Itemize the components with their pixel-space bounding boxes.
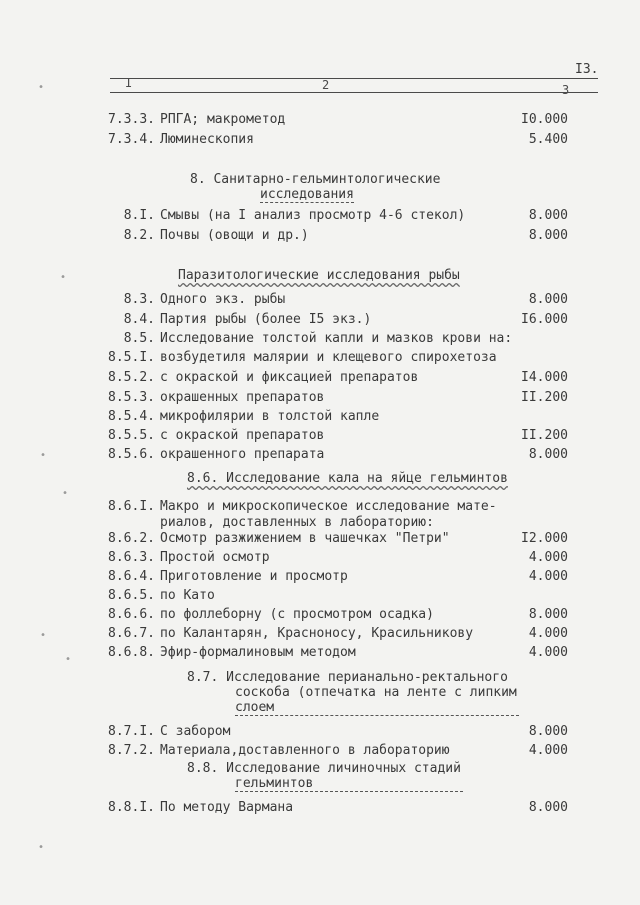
row-value: 8.000 [528,607,568,622]
row-number: 8.5.4. [108,409,155,424]
row-number: 8.6.7. [108,626,155,641]
row-text: Простой осмотр [160,550,270,565]
row-number: 8.5.5. [108,428,155,443]
row-number: 8.6.8. [108,645,155,660]
section-8-heading [190,172,440,202]
row-number: 7.3.3. [108,112,155,127]
row-text: Люминескопия [160,132,254,147]
table-row [0,607,640,627]
row-number: 8.7.2. [108,743,155,758]
row-value: 4.000 [528,743,568,758]
row-number: 8.6.3. [108,550,155,565]
row-text: РПГА; макрометод [160,112,286,127]
section-8-7-title-line1: 8.7. Исследование перианально-ректального [187,670,508,685]
column-number-2: 2 [322,78,330,92]
row-text: Смывы (на I анализ просмотр 4-6 стекол) [160,208,466,223]
page-number: I3. [575,62,599,77]
row-text: микрофилярии в толстой капле [160,409,380,424]
row-value: II.200 [521,390,568,405]
row-number: 8.7.I. [108,724,155,739]
section-8-6-title: 8.6. Исследование кала на яйце гельминтов [187,471,508,486]
table-row [0,569,640,589]
scan-speck: • [38,842,45,853]
row-text: По методу Вармана [160,800,294,815]
table-row [0,292,640,312]
row-number: 8.8.I. [108,800,155,815]
table-row [0,588,640,608]
row-number: 8.4. [123,312,155,327]
row-text: по Калантарян, Красноносу, Красильникову [160,626,474,641]
parasitology-heading: Паразитологические исследования рыбы [178,268,460,283]
row-text: Материала,доставленного в лабораторию [160,743,450,758]
row-value: 8.000 [528,208,568,223]
row-value: 4.000 [528,645,568,660]
row-number: 8.2. [123,228,155,243]
row-text: возбудетиля малярии и клещевого спирохетоза [160,350,497,365]
row-value: 8.000 [528,228,568,243]
row-number: 7.3.4. [108,132,155,147]
row-number: 8.6.6. [108,607,155,622]
row-text: Исследование толстой капли и мазков крови на: [160,331,513,346]
section-8-8-title-line1: 8.8. Исследование личиночных стадий [187,761,461,776]
scan-speck: • [62,488,69,499]
scan-speck: • [38,82,45,93]
row-text-line2: риалов, доставленных в лабораторию: [160,515,434,530]
section-8-6-heading [187,471,508,486]
row-number: 8.3. [123,292,155,307]
row-value: 4.000 [528,626,568,641]
row-number: 8.6.4. [108,569,155,584]
section-8-8-title-line2: гельминтов [235,776,463,792]
table-row [0,800,640,820]
row-text: Партия рыбы (более I5 экз.) [160,312,372,327]
scan-speck: • [60,272,67,283]
table-row [0,370,640,390]
column-number-1: I [125,76,133,90]
row-number: 8.5.I. [108,350,155,365]
row-number: 8.5.6. [108,447,155,462]
table-row [0,724,640,744]
row-text: с окраской и фиксацией препаратов [160,370,419,385]
table-header-rule-top [110,78,598,79]
row-value: II.200 [521,428,568,443]
row-number: 8.5.2. [108,370,155,385]
row-text: Одного экз. рыбы [160,292,286,307]
table-row [0,550,640,570]
table-row [0,112,640,132]
table-row [0,428,640,448]
table-header-rule-bottom [110,92,598,93]
row-text: Почвы (овощи и др.) [160,228,309,243]
row-text: окрашенных препаратов [160,390,325,405]
table-row [0,447,640,467]
row-value: I0.000 [521,112,568,127]
section-8-title-line1: 8. Санитарно-гельминтологические [190,172,441,187]
section-8-7-title-line3: слоем [235,700,519,716]
row-value: 8.000 [528,292,568,307]
table-row [0,350,640,370]
row-value: I6.000 [521,312,568,327]
row-value: 4.000 [528,550,568,565]
table-row [0,228,640,248]
row-value: I2.000 [521,531,568,546]
table-row [0,626,640,646]
row-number: 8.6.2. [108,531,155,546]
row-number: 8.6.5. [108,588,155,603]
row-text-line1: Макро и микроскопическое исследование мате- [160,499,497,514]
table-row [0,312,640,332]
scan-speck: • [65,654,72,665]
table-row [0,531,640,551]
scan-speck: • [40,450,47,461]
row-value: I4.000 [521,370,568,385]
row-text: Эфир-формалиновым методом [160,645,356,660]
row-value: 8.000 [528,800,568,815]
row-number: 8.6.I. [108,499,155,514]
row-text: по фоллеборну (с просмотром осадка) [160,607,434,622]
section-8-7-heading [187,670,519,715]
row-text: окрашенного препарата [160,447,325,462]
table-row [0,409,640,429]
row-text: Приготовление и просмотр [160,569,348,584]
table-row [0,390,640,410]
row-text: С забором [160,724,231,739]
row-number: 8.I. [123,208,155,223]
scan-speck: • [40,630,47,641]
row-text: с окраской препаратов [160,428,325,443]
section-8-8-heading [187,761,463,791]
row-value: 8.000 [528,724,568,739]
table-row [0,331,640,351]
row-text: по Като [160,588,215,603]
section-8-7-title-line2: соскоба (отпечатка на ленте с липким [235,685,517,700]
row-number: 8.5.3. [108,390,155,405]
row-value: 8.000 [528,447,568,462]
row-value: 4.000 [528,569,568,584]
row-text: Осмотр разжижением в чашечках "Петри" [160,531,450,546]
row-value: 5.400 [528,132,568,147]
table-row [0,743,640,763]
table-row [0,132,640,152]
table-row [0,208,640,228]
row-number: 8.5. [123,331,155,346]
column-number-3: 3 [562,83,570,97]
section-8-title-line2: исследования [260,187,354,202]
table-row [0,645,640,665]
